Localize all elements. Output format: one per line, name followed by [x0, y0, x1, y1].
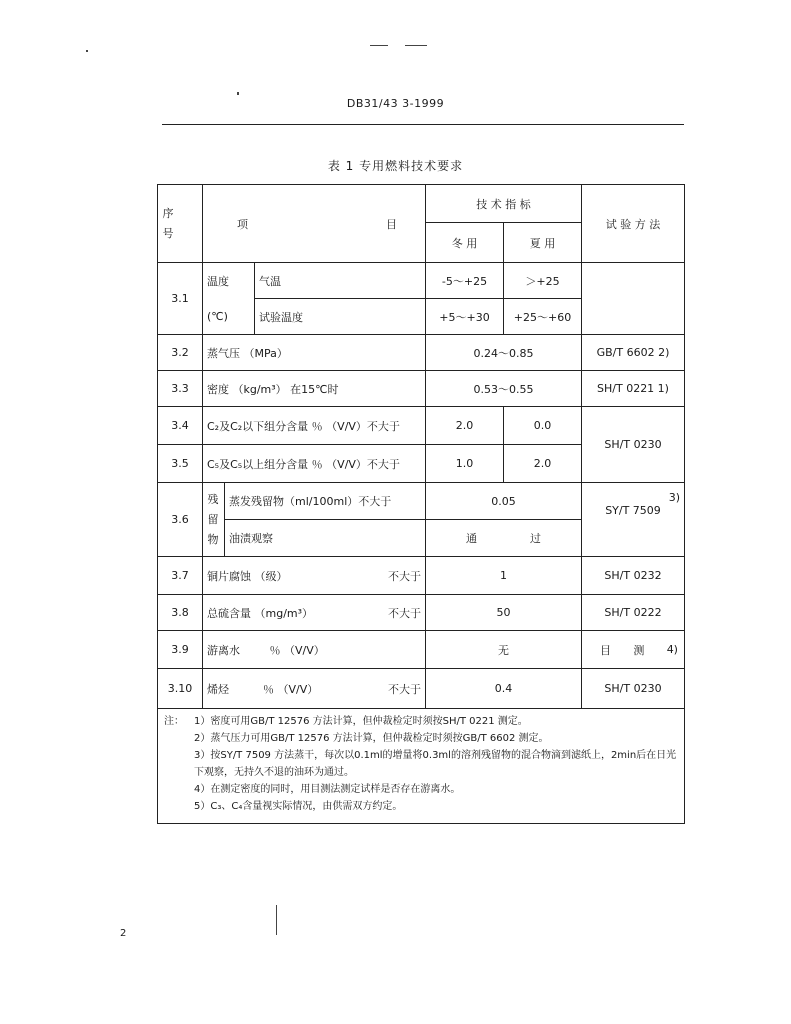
item-value: 0.24～0.85	[426, 335, 582, 371]
row-number: 3.7	[158, 557, 203, 595]
header-tech-index: 技 术 指 标	[426, 185, 582, 223]
item-label: 总硫含量 （mg/m³） 不大于	[203, 595, 426, 631]
item-method: SH/T 0221 1)	[582, 371, 685, 407]
table-row	[158, 557, 685, 595]
header-rule	[162, 124, 684, 125]
residue-group-label: 残留物	[203, 483, 225, 557]
table-row	[158, 371, 685, 407]
residue-method-code: SY/T 7509	[605, 504, 661, 517]
temp-group-label: 温度	[203, 263, 255, 299]
temp-test-summer: +25～+60	[504, 299, 582, 335]
row-number: 3.4	[158, 407, 203, 445]
note-item: 1）密度可用GB/T 12576 方法计算，但仲裁检定时须按SH/T 0221 测定。	[194, 716, 528, 727]
header-item: 项 目	[203, 185, 426, 263]
scan-speck	[86, 50, 88, 52]
table-row	[158, 483, 685, 520]
header-method: 试 验 方 法	[582, 185, 685, 263]
item-summer: 2.0	[504, 445, 582, 483]
item-method: SH/T 0230	[582, 407, 685, 483]
item-method: SH/T 0222	[582, 595, 685, 631]
item-value: 无	[426, 631, 582, 669]
table-title: 表 1 专用燃料技术要求	[327, 159, 464, 173]
note-item: 4）在测定密度的同时，用目测法测定试样是否存在游离水。	[194, 784, 461, 795]
temp-air-label: 气温	[255, 263, 426, 299]
item-value: 0.4	[426, 669, 582, 709]
item-label: C₂及C₂以下组分含量 ％ （V/V）不大于	[203, 407, 426, 445]
item-value: 0.53～0.55	[426, 371, 582, 407]
table-row	[158, 595, 685, 631]
item-winter: 1.0	[426, 445, 504, 483]
item-winter: 2.0	[426, 407, 504, 445]
scan-speck	[237, 92, 239, 95]
notes-row	[158, 709, 685, 824]
notes-label: 注：	[164, 716, 184, 727]
temp-group-unit: (℃)	[203, 299, 255, 335]
header-row	[158, 185, 685, 223]
fuel-spec-table	[157, 184, 685, 824]
item-label: 蒸气压 （MPa）	[203, 335, 426, 371]
table-row	[158, 631, 685, 669]
header-winter: 冬 用	[426, 223, 504, 263]
table-row	[158, 669, 685, 709]
scan-speck	[405, 45, 427, 46]
row-number: 3.6	[158, 483, 203, 557]
row-number: 3.2	[158, 335, 203, 371]
item-label: 游离水 ％ （V/V）	[203, 631, 426, 669]
table-row	[158, 263, 685, 299]
residue-method-note: 3)	[668, 491, 680, 504]
note-item: 5）C₃、C₄含量视实际情况，由供需双方约定。	[194, 801, 403, 812]
header-seq: 序号	[158, 185, 203, 263]
item-value: 50	[426, 595, 582, 631]
item-label: 烯烃 ％ （V/V） 不大于	[203, 669, 426, 709]
temp-air-summer: ＞+25	[504, 263, 582, 299]
temp-test-winter: +5～+30	[426, 299, 504, 335]
temp-air-winter: -5～+25	[426, 263, 504, 299]
document-code: DB31/43 3-1999	[346, 97, 445, 110]
item-method: SH/T 0230	[582, 669, 685, 709]
item-method: GB/T 6602 2)	[582, 335, 685, 371]
table-row	[158, 335, 685, 371]
item-label: 铜片腐蚀 （级） 不大于	[203, 557, 426, 595]
scan-speck	[276, 905, 277, 935]
row-number: 3.5	[158, 445, 203, 483]
row-number: 3.1	[158, 263, 203, 335]
item-method: 目 测 4)	[582, 631, 685, 669]
temp-test-label: 试验温度	[255, 299, 426, 335]
row-number: 3.10	[158, 669, 203, 709]
residue-oil-value: 通 过	[426, 520, 582, 557]
page-number: 2	[120, 928, 127, 939]
header-summer: 夏 用	[504, 223, 582, 263]
temp-method	[582, 263, 685, 335]
item-label: 密度 （kg/m³） 在15℃时	[203, 371, 426, 407]
note-item: 3）按SY/T 7509 方法蒸干，每次以0.1ml的增量将0.3ml的溶剂残留物的混合物滴到滤纸上，2min后在日光下观察，无持久不退的油环为通过。	[194, 750, 677, 778]
notes-cell	[158, 709, 685, 824]
scan-speck	[370, 45, 388, 46]
row-number: 3.3	[158, 371, 203, 407]
table-row	[158, 407, 685, 445]
residue-evap-value: 0.05	[426, 483, 582, 520]
residue-oil-label: 油渍观察	[225, 520, 426, 557]
note-item: 2）蒸气压力可用GB/T 12576 方法计算，但仲裁检定时须按GB/T 6602 测定。	[194, 733, 549, 744]
residue-evap-label: 蒸发残留物（ml/100ml）不大于	[225, 483, 426, 520]
row-number: 3.8	[158, 595, 203, 631]
item-summer: 0.0	[504, 407, 582, 445]
item-value: 1	[426, 557, 582, 595]
residue-method	[582, 483, 685, 557]
row-number: 3.9	[158, 631, 203, 669]
item-method: SH/T 0232	[582, 557, 685, 595]
item-label: C₅及C₅以上组分含量 ％ （V/V）不大于	[203, 445, 426, 483]
